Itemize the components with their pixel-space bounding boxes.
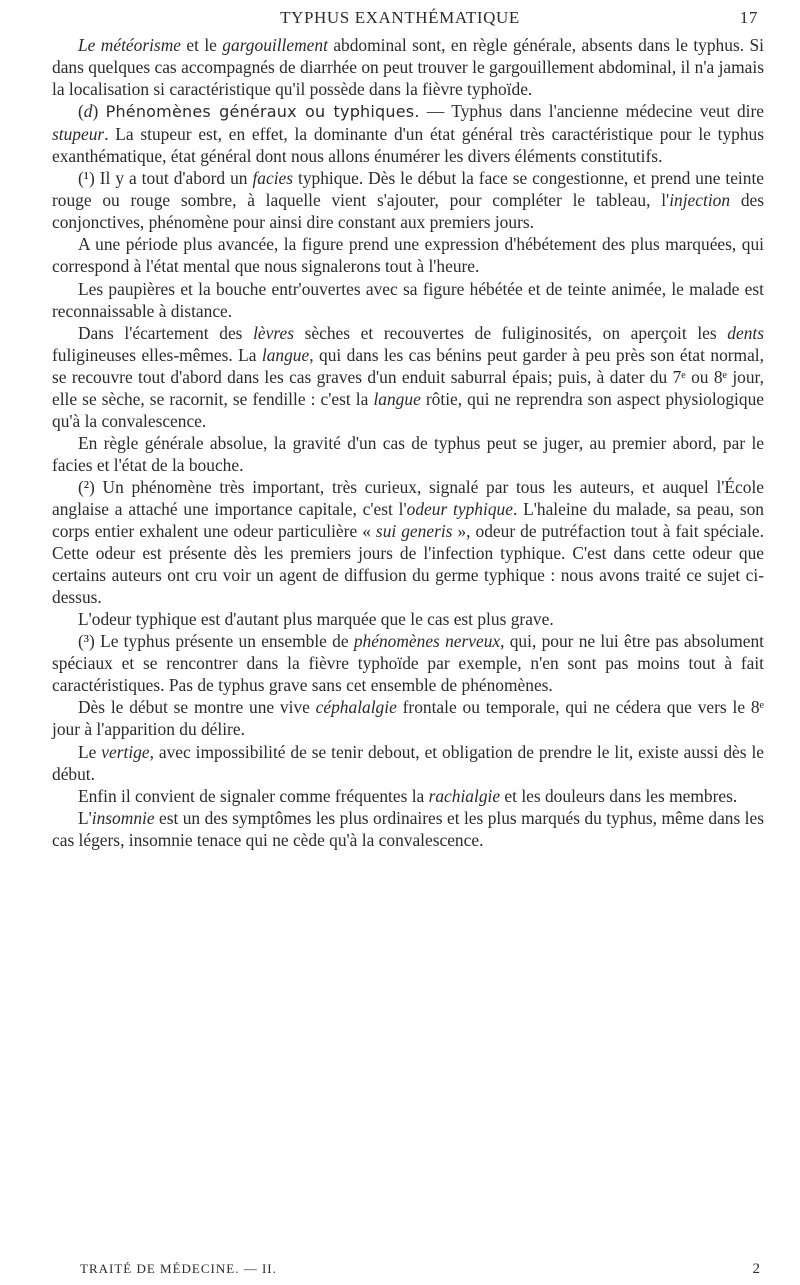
paragraph: (³) Le typhus présente un ensemble de phénomènes nerveux, qui, pour ne lui être pas absolument spéciaux et se rencontrer dans la fièvre typhoïde par exemple, n'en sont pas moins tout à fait caractéristiques. Pas de typhus grave sans cet ensemble de phénomènes.	[52, 631, 764, 696]
paragraph: Dans l'écartement des lèvres sèches et recouvertes de fuliginosités, on aperçoit les dents fuligineuses elles-mêmes. La langue, qui dans les cas bénins peut garder à peu près son état normal, se recouvre tout d'abord dans les cas graves d'un enduit saburral épais; puis, à dater du 7ᵉ ou 8ᵉ jour, elle se sèche, se racornit, se fendille : c'est la langue rôtie, qui ne reprendra son aspect physiologique qu'à la convalescence.	[52, 322, 765, 431]
paragraph: Le météorisme et le gargouillement abdominal sont, en règle générale, absents dans le typhus. Si dans quelques cas accompagnés de diarrhée on peut trouver le gargouillement abdominal, il n'a jamais la localisation si caractéristique qu'il possède dans la fièvre typhoïde.	[52, 35, 764, 100]
paragraph: (d) Phénomènes généraux ou typhiques. — Typhus dans l'ancienne médecine veut dire stupeur. La stupeur est, en effet, la dominante d'un état général très caractéristique pour le typhus exanthématique, état général dont nous allons énumérer les divers éléments constitutifs.	[52, 101, 765, 167]
italic-term: lèvres	[253, 322, 294, 343]
italic-term: injection	[669, 190, 731, 211]
italic-term: rachialgie	[428, 785, 501, 806]
italic-term: sui generis	[375, 521, 453, 542]
paragraph: (¹) Il y a tout d'abord un facies typhique. Dès le début la face se congestionne, et prend une teinte rouge ou rouge sombre, à laquelle vient s'ajouter, pour compléter le tableau, l'injection des conjonctives, phénomène pour ainsi dire constant aux premiers jours.	[52, 168, 764, 233]
italic-term: insomnie	[91, 807, 155, 828]
running-header	[0, 4, 800, 34]
paragraph: Le vertige, avec impossibilité de se tenir debout, et obligation de prendre le lit, existe aussi dès le début.	[52, 741, 764, 784]
italic-term: langue	[373, 388, 421, 409]
italic-term: dents	[727, 322, 765, 343]
italic-term: vertige	[101, 741, 150, 762]
paragraph: Dès le début se montre une vive céphalalgie frontale ou temporale, qui ne cédera que vers le 8ᵉ jour à l'apparition du délire.	[52, 697, 764, 740]
paragraph: L'insomnie est un des symptômes les plus ordinaires et les plus marqués du typhus, même dans les cas légers, insomnie tenace qui ne cède qu'à la convalescence.	[52, 807, 764, 850]
italic-term: facies	[252, 168, 294, 189]
paragraph: A une période plus avancée, la figure prend une expression d'hébétement des plus marquées, qui correspond à l'état mental que nous signalerons tout à l'heure.	[52, 234, 764, 277]
italic-term: gargouillement	[222, 35, 328, 55]
paragraph: En règle générale absolue, la gravité d'un cas de typhus peut se juger, au premier abord, par le facies et l'état de la bouche.	[52, 432, 764, 475]
page-footer	[80, 1261, 760, 1281]
italic-term: d	[83, 101, 93, 122]
italic-term: stupeur	[52, 124, 105, 145]
italic-term: odeur typhique	[406, 498, 513, 519]
paragraph: L'odeur typhique est d'autant plus marquée que le cas est plus grave.	[78, 609, 554, 630]
body-text	[52, 34, 764, 851]
signature-mark: 2	[752, 1261, 760, 1277]
header-title: TYPHUS EXANTHÉMATIQUE	[280, 8, 520, 27]
footer-book-title: TRAITÉ DE MÉDECINE. — II.	[80, 1261, 277, 1276]
page-number: 17	[739, 8, 758, 27]
italic-term: Le	[78, 35, 101, 55]
italic-term: céphalalgie	[315, 697, 397, 718]
italic-term: phénomènes nerveux	[353, 631, 501, 652]
paragraph: Enfin il convient de signaler comme fréquentes la rachialgie et les douleurs dans les membres.	[78, 785, 738, 806]
italic-term: météorisme	[100, 35, 181, 55]
paragraph: (²) Un phénomène très important, très curieux, signalé par tous les auteurs, et auquel l'École anglaise a attaché une importance capitale, c'est l'odeur typhique. L'haleine du malade, sa peau, son corps entier exhalent une odeur particulière « sui generis », odeur de putréfaction tout à fait spéciale. Cette odeur est présente dès les premiers jours de l'infection typhique. C'est dans cette odeur que certains auteurs ont cru voir un agent de diffusion du germe typhique : nous avons traité ce sujet ci-dessus.	[52, 476, 765, 608]
section-heading: Phénomènes généraux ou typhiques.	[105, 102, 420, 122]
paragraph: Les paupières et la bouche entr'ouvertes avec sa figure hébétée et de teinte animée, le malade est reconnaissable à distance.	[52, 278, 764, 321]
italic-term: langue	[261, 344, 310, 365]
